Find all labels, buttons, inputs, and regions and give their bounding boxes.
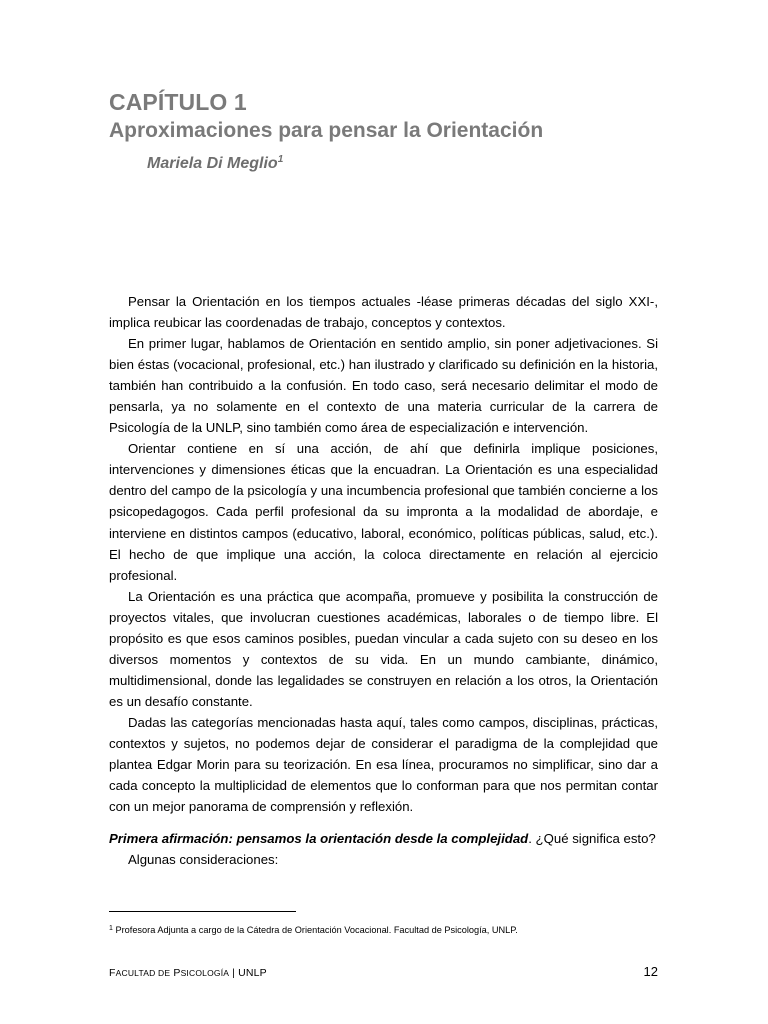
footnote	[109, 923, 518, 936]
first-affirmation-question: . ¿Qué significa esto?	[528, 831, 656, 847]
footer-f: F	[109, 967, 116, 979]
footer-psicologia: SICOLOGÍA	[180, 968, 230, 978]
footer-facultad-de: ACULTAD DE	[115, 968, 171, 978]
author-footnote-ref[interactable]: 1	[277, 154, 284, 165]
footer-unlp: UNLP	[238, 967, 267, 979]
paragraph-3: Orientar contiene en sí una acción, de ahí que definirla implique posiciones, intervenciones y dimensiones éticas que la encuadran. La Orientación es una especialidad dentro del campo de la psicología y una incumbencia profesional que también concierne a los psicopedagogos. Cada perfil profesional da su impronta a la modalidad de abordaje, e interviene en distintos campos (educativo, laboral, económico, políticas públicas, salud, etc.). El hecho de que implique una acción, la coloca directamente en relación al ejercicio profesional.	[109, 441, 658, 583]
author-name-text: Mariela Di Meglio	[147, 155, 278, 172]
paragraph-5: Dadas las categorías mencionadas hasta aquí, tales como campos, disciplinas, prácticas, contextos y sujetos, no podemos dejar de considerar el paradigma de la complejidad que plantea Edgar Morin para su teorización. En esa línea, procuramos no simplificar, sino dar a cada concepto la multiplicidad de elementos que lo conforman para que nos permitan contar con un mejor panorama de comprensión y reflexión.	[109, 714, 658, 815]
paragraph-2: En primer lugar, hablamos de Orientación en sentido amplio, sin poner adjetivaciones. Si bien éstas (vocacional, profesional, etc.) han ilustrado y clarificado su definición en la historia, también han contribuido a la confusión. En todo caso, será necesario delimitar el modo de pensarla, ya no solamente en el contexto de una materia curricular de la carrera de Psicología de la UNLP, sino también como área de especialización e intervención.	[109, 336, 658, 436]
first-affirmation-heading: Primera afirmación: pensamos la orientación desde la complejidad	[109, 831, 529, 847]
considerations-line: Algunas consideraciones:	[128, 852, 279, 868]
body-text	[109, 291, 658, 870]
chapter-title: Aproximaciones para pensar la Orientación	[109, 119, 544, 142]
author-name	[147, 150, 283, 174]
footnote-number: 1	[109, 925, 113, 932]
footer-p: P	[173, 967, 181, 979]
paragraph-4: La Orientación es una práctica que acompaña, promueve y posibilita la construcción de proyectos vitales, que involucran cuestiones académicas, laborales o de tiempo libre. El propósito es que esos caminos posibles, puedan vincular a cada sujeto con su deseo en los diversos momentos y contextos de su vida. En un mundo cambiante, dinámico, multidimensional, donde las legalidades se construyen en relación a los otros, la Orientación es un desafío constante.	[109, 588, 658, 709]
footnote-divider	[109, 911, 296, 912]
footer-institution	[109, 966, 267, 980]
chapter-label: CAPÍTULO 1	[109, 89, 247, 115]
footer-separator: |	[232, 967, 236, 979]
paragraph-1: Pensar la Orientación en los tiempos actuales -léase primeras décadas del siglo XXI-, implica reubicar las coordenadas de trabajo, conceptos y contextos.	[109, 294, 658, 331]
page-number: 12	[643, 964, 658, 979]
footnote-text: Profesora Adjunta a cargo de la Cátedra de Orientación Vocacional. Facultad de Psicología, UNLP.	[115, 925, 518, 935]
first-affirmation	[109, 828, 658, 849]
